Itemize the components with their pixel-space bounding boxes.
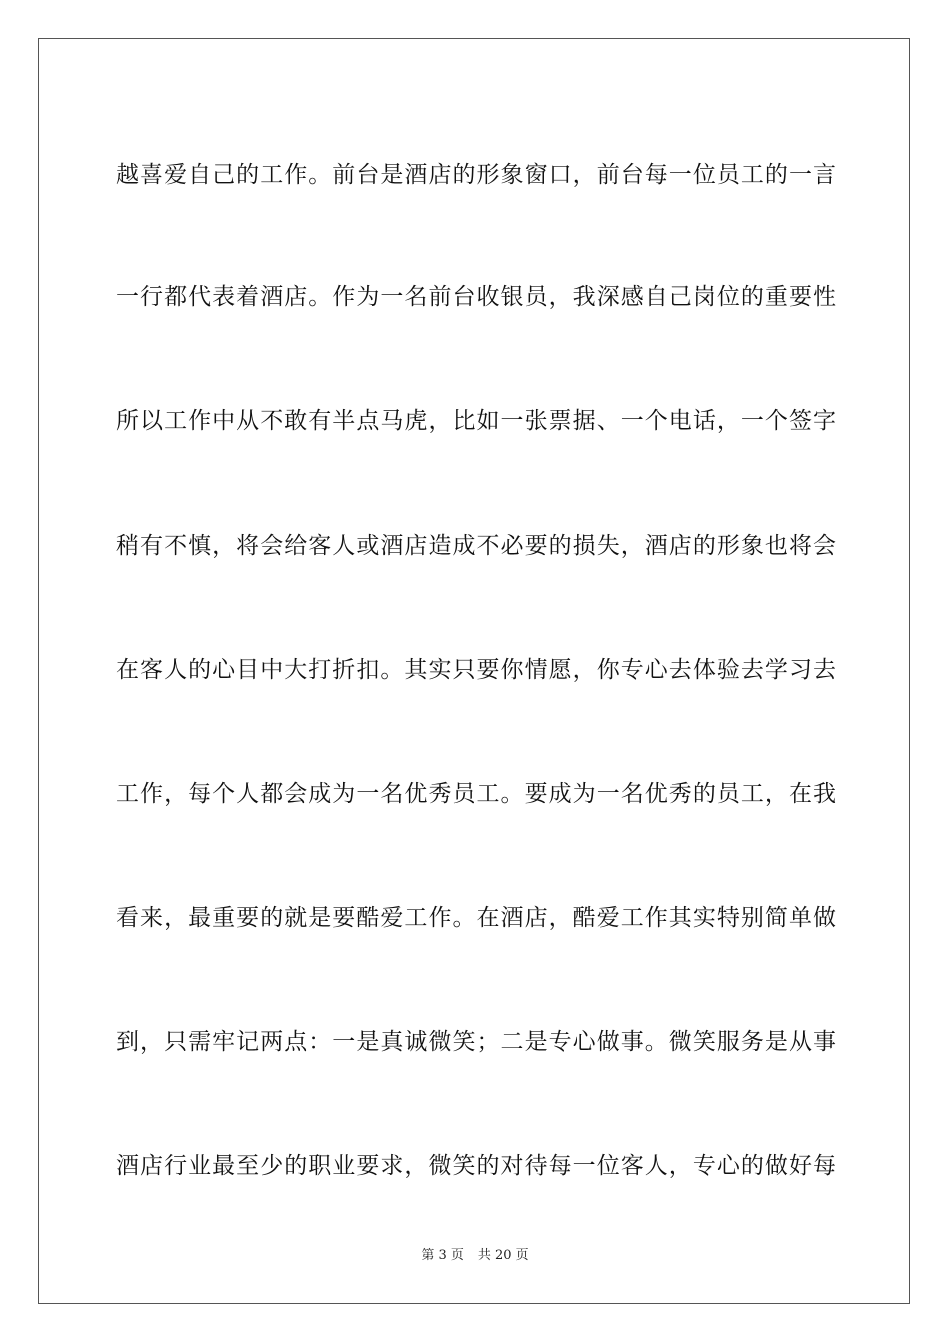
paragraph-line: 在客人的心目中大打折扣。其实只要你情愿，你专心去体验去学习去 [116, 657, 836, 683]
paragraph-line: 稍有不慎，将会给客人或酒店造成不必要的损失，酒店的形象也将会 [116, 533, 836, 559]
paragraph-line: 工作，每个人都会成为一名优秀员工。要成为一名优秀的员工，在我 [116, 781, 836, 807]
paragraph-line: 所以工作中从不敢有半点马虎，比如一张票据、一个电话，一个签字 [116, 408, 836, 434]
total-pages: 共 20 页 [477, 1248, 529, 1263]
paragraph-line: 到，只需牢记两点：一是真诚微笑；二是专心做事。微笑服务是从事 [116, 1029, 836, 1055]
page-number: 第 3 页 [421, 1248, 464, 1263]
paragraph-line: 看来，最重要的就是要酷爱工作。在酒店，酷爱工作其实特别简单做 [116, 905, 836, 931]
page-footer [0, 1248, 950, 1264]
paragraph-line: 酒店行业最至少的职业要求，微笑的对待每一位客人，专心的做好每 [116, 1153, 836, 1179]
paragraph-line: 越喜爱自己的工作。前台是酒店的形象窗口，前台每一位员工的一言 [116, 162, 836, 188]
paragraph-line: 一行都代表着酒店。作为一名前台收银员，我深感自己岗位的重要性 [116, 284, 836, 310]
